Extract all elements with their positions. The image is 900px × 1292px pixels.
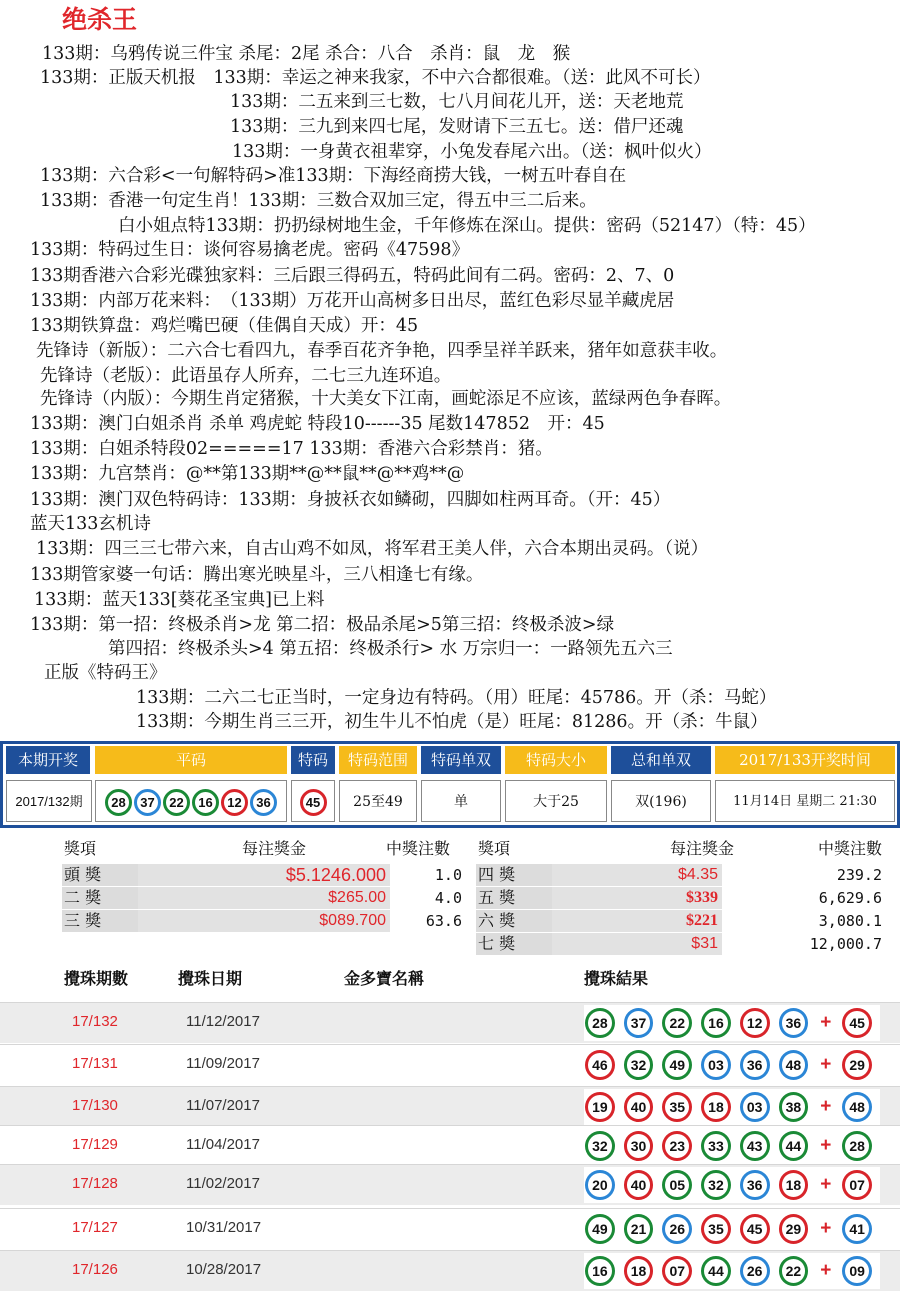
prize-name: 六 獎 <box>476 910 552 932</box>
header-current-draw: 本期开奖 <box>6 746 90 774</box>
prize-name: 頭 獎 <box>62 864 138 886</box>
history-period: 17/131 <box>72 1055 118 1072</box>
current-results-panel <box>0 741 900 828</box>
special-odd-even-value: 单 <box>421 780 501 822</box>
history-period: 17/126 <box>72 1261 118 1278</box>
lottery-ball: 16 <box>585 1256 615 1286</box>
prize-name: 五 獎 <box>476 887 552 909</box>
special-range-value: 25至49 <box>339 780 417 822</box>
lottery-ball: 30 <box>624 1131 654 1161</box>
prize-row <box>62 864 464 886</box>
lottery-ball: 12 <box>740 1008 770 1038</box>
lottery-ball: 28 <box>585 1008 615 1038</box>
special-size-value: 大于25 <box>505 780 607 822</box>
lottery-ball: 32 <box>701 1170 731 1200</box>
prize-row <box>476 887 886 909</box>
history-period: 17/129 <box>72 1136 118 1153</box>
lottery-ball: 22 <box>662 1008 692 1038</box>
lottery-ball: 32 <box>585 1131 615 1161</box>
prize-name: 七 獎 <box>476 933 552 955</box>
lottery-ball: 36 <box>250 789 277 816</box>
prediction-line: 先锋诗（老版）：此语虽存人所弃，二七三九连环追。 <box>40 366 452 386</box>
history-row <box>0 1086 900 1127</box>
prediction-line: 133期：二五来到三七数，七八月间花儿开，送：天老地荒 <box>230 92 684 112</box>
history-header-period: 攪珠期數 <box>64 969 129 988</box>
prize-row <box>476 933 886 955</box>
lottery-ball: 07 <box>662 1256 692 1286</box>
history-balls <box>584 1253 880 1289</box>
history-date: 10/31/2017 <box>186 1219 262 1236</box>
prize-name: 四 獎 <box>476 864 552 886</box>
history-period: 17/127 <box>72 1219 118 1236</box>
prediction-line: 133期管家婆一句话：腾出寒光映星斗，三八相逢七有缘。 <box>30 565 484 585</box>
lottery-ball: 44 <box>701 1256 731 1286</box>
lottery-ball: 18 <box>779 1170 809 1200</box>
history-date: 11/07/2017 <box>186 1097 260 1114</box>
prediction-line: 先锋诗（内版）：今期生肖定猪猴，十大美女下江南，画蛇添足不应该，蓝绿两色争春晖。 <box>40 389 732 409</box>
lottery-ball: 20 <box>585 1170 615 1200</box>
history-date: 11/04/2017 <box>186 1136 260 1153</box>
history-date: 11/12/2017 <box>186 1013 260 1030</box>
lottery-ball: 28 <box>842 1131 872 1161</box>
header-special-number: 特码 <box>291 746 335 774</box>
lottery-ball: 45 <box>842 1008 872 1038</box>
prediction-line: 133期：香港一句定生肖！133期：三数合双加三定，得五中三二后来。 <box>40 191 597 211</box>
prediction-line: 133期：内部万花来料： （133期）万花开山高树多日出尽，蓝红色彩尽显羊藏虎居 <box>30 291 675 311</box>
prediction-line: 133期：第一招：终极杀肖>龙 第二招：极品杀尾>5第三招：终极杀波>绿 <box>30 615 615 635</box>
prediction-line: 133期：澳门白姐杀肖 杀单 鸡虎蛇 特段10------35 尾数147852 开：45 <box>30 414 605 434</box>
lottery-ball: 48 <box>779 1050 809 1080</box>
lottery-ball: 18 <box>701 1092 731 1122</box>
history-date: 11/09/2017 <box>186 1055 260 1072</box>
prediction-line: 133期：特码过生日：谈何容易擒老虎。密码《47598》 <box>30 240 470 260</box>
history-balls <box>584 1128 880 1164</box>
history-row <box>0 1250 900 1291</box>
history-date: 11/02/2017 <box>186 1175 260 1192</box>
header-special-range: 特码范围 <box>339 746 417 774</box>
history-balls <box>584 1167 880 1203</box>
plus-sign: + <box>820 1218 832 1239</box>
prediction-line: 正版《特码王》 <box>44 663 167 683</box>
lottery-ball: 09 <box>842 1256 872 1286</box>
prize-count: 12,000.7 <box>809 935 882 953</box>
header-normal-numbers: 平码 <box>95 746 287 774</box>
lottery-ball: 38 <box>779 1092 809 1122</box>
prize-header-count: 中獎注數 <box>386 839 451 858</box>
lottery-ball: 48 <box>842 1092 872 1122</box>
lottery-ball: 18 <box>624 1256 654 1286</box>
lottery-ball: 37 <box>134 789 161 816</box>
lottery-ball: 28 <box>105 789 132 816</box>
plus-sign: + <box>820 1135 832 1156</box>
lottery-ball: 26 <box>662 1214 692 1244</box>
lottery-ball: 35 <box>662 1092 692 1122</box>
history-period: 17/132 <box>72 1013 118 1030</box>
lottery-ball: 05 <box>662 1170 692 1200</box>
lottery-ball: 40 <box>624 1170 654 1200</box>
prize-name: 三 獎 <box>62 910 138 932</box>
prize-row <box>476 864 886 886</box>
plus-sign: + <box>820 1260 832 1281</box>
lottery-ball: 49 <box>585 1214 615 1244</box>
lottery-ball: 12 <box>221 789 248 816</box>
plus-sign: + <box>820 1174 832 1195</box>
lottery-ball: 29 <box>779 1214 809 1244</box>
lottery-ball: 41 <box>842 1214 872 1244</box>
prize-count: 1.0 <box>434 866 462 884</box>
lottery-ball: 36 <box>740 1170 770 1200</box>
lottery-ball: 35 <box>701 1214 731 1244</box>
history-header-date: 攪珠日期 <box>178 969 243 988</box>
lottery-ball: 33 <box>701 1131 731 1161</box>
lottery-ball: 44 <box>779 1131 809 1161</box>
prize-header-name: 獎項 <box>64 839 97 858</box>
lottery-ball: 22 <box>163 789 190 816</box>
history-row <box>0 1044 900 1085</box>
prediction-line: 133期：六合彩<一句解特码>准133期：下海经商捞大钱，一树五叶春自在 <box>40 166 627 186</box>
history-period: 17/128 <box>72 1175 118 1192</box>
prize-count: 63.6 <box>425 912 462 930</box>
plus-sign: + <box>820 1096 832 1117</box>
header-special-odd-even: 特码单双 <box>421 746 501 774</box>
plus-sign: + <box>820 1012 832 1033</box>
prize-header-count-right: 中獎注數 <box>818 839 883 858</box>
history-balls <box>584 1089 880 1125</box>
lottery-ball: 16 <box>701 1008 731 1038</box>
prize-header-name-right: 獎項 <box>478 839 511 858</box>
history-header-name: 金多寶名稱 <box>344 969 425 988</box>
header-next-draw-time: 2017/133开奖时间 <box>715 746 895 774</box>
prediction-line: 133期香港六合彩光碟独家料：三后跟三得码五，特码此间有二码。密码：2、7、0 <box>30 266 675 286</box>
prediction-line: 133期：一身黄衣祖辈穿，小兔发春尾六出。（送：枫叶似火） <box>232 142 712 162</box>
normal-balls <box>95 780 287 822</box>
header-special-size: 特码大小 <box>505 746 607 774</box>
prize-amount: $089.700 <box>138 910 390 932</box>
prediction-line: 先锋诗（新版）：二六合七看四九，春季百花齐争艳，四季呈祥羊跃来，猪年如意获丰收。 <box>36 341 728 361</box>
prize-count: 239.2 <box>836 866 882 884</box>
lottery-ball: 32 <box>624 1050 654 1080</box>
prediction-line: 133期：二六二七正当时，一定身边有特码。（用）旺尾：45786。开（杀：马蛇） <box>136 688 777 708</box>
prize-name: 二 獎 <box>62 887 138 909</box>
lottery-ball: 07 <box>842 1170 872 1200</box>
history-row <box>0 1164 900 1205</box>
lottery-ball: 29 <box>842 1050 872 1080</box>
prize-amount: $31 <box>552 933 722 955</box>
prize-row <box>62 910 464 932</box>
sum-odd-even-value: 双(196) <box>611 780 711 822</box>
lottery-ball: 26 <box>740 1256 770 1286</box>
prize-count: 4.0 <box>434 889 462 907</box>
prize-header-amount-right: 每注獎金 <box>670 839 735 858</box>
prediction-line: 133期铁算盘：鸡烂嘴巴硬（佳偶自天成）开：45 <box>30 316 419 336</box>
lottery-ball: 49 <box>662 1050 692 1080</box>
lottery-ball: 40 <box>624 1092 654 1122</box>
lottery-ball: 21 <box>624 1214 654 1244</box>
history-date: 10/28/2017 <box>186 1261 262 1278</box>
page-title: 绝杀王 <box>62 5 138 34</box>
prediction-line: 133期：正版天机报 133期：幸运之神来我家，不中六合都很难。（送：此风不可长） <box>40 68 711 88</box>
special-ball <box>291 780 335 822</box>
header-sum-odd-even: 总和单双 <box>611 746 711 774</box>
prize-amount: $4.35 <box>552 864 722 886</box>
history-row <box>0 1002 900 1043</box>
lottery-ball: 22 <box>779 1256 809 1286</box>
lottery-ball: 16 <box>192 789 219 816</box>
history-row <box>0 1208 900 1249</box>
prize-amount: $5.1246.000 <box>138 864 390 886</box>
lottery-ball: 19 <box>585 1092 615 1122</box>
prediction-line: 133期：蓝天133[葵花圣宝典]已上料 <box>34 590 325 610</box>
prize-header-amount: 每注獎金 <box>242 839 307 858</box>
history-balls <box>584 1047 880 1083</box>
lottery-ball: 37 <box>624 1008 654 1038</box>
history-period: 17/130 <box>72 1097 118 1114</box>
history-balls <box>584 1005 880 1041</box>
lottery-ball: 36 <box>740 1050 770 1080</box>
prediction-line: 133期：四三三七带六来，自古山鸡不如凤，将军君王美人伴，六合本期出灵码。（说） <box>36 539 709 559</box>
history-row <box>0 1125 900 1166</box>
prediction-line: 蓝天133玄机诗 <box>30 514 151 534</box>
prediction-line: 133期：九宫禁肖：@**第133期**@**鼠**@**鸡**@ <box>30 464 465 484</box>
lottery-ball: 23 <box>662 1131 692 1161</box>
history-balls <box>584 1211 880 1247</box>
prediction-line: 133期：乌鸦传说三件宝 杀尾：2尾 杀合：八合 杀肖：鼠 龙 猴 <box>42 44 571 64</box>
lottery-ball: 45 <box>300 789 327 816</box>
prize-row <box>476 910 886 932</box>
prize-amount: $265.00 <box>138 887 390 909</box>
prize-amount: $221 <box>552 910 722 932</box>
current-period: 2017/132期 <box>6 780 92 822</box>
prediction-line: 第四招：终极杀头>4 第五招：终极杀行> 水 万宗归一：一路领先五六三 <box>108 639 673 659</box>
lottery-ball: 43 <box>740 1131 770 1161</box>
lottery-ball: 45 <box>740 1214 770 1244</box>
prediction-line: 133期：澳门双色特码诗：133期：身披袄衣如鳞砌，四脚如柱两耳奇。（开：45） <box>30 490 671 510</box>
lottery-ball: 46 <box>585 1050 615 1080</box>
prize-count: 3,080.1 <box>818 912 882 930</box>
lottery-ball: 36 <box>779 1008 809 1038</box>
lottery-ball: 03 <box>701 1050 731 1080</box>
plus-sign: + <box>820 1054 832 1075</box>
prize-row <box>62 887 464 909</box>
prediction-line: 133期：今期生肖三三开，初生牛儿不怕虎（是）旺尾：81286。开（杀：牛鼠） <box>136 712 768 732</box>
prediction-line: 133期：三九到来四七尾，发财请下三五七。送：借尸还魂 <box>230 117 684 137</box>
prize-amount: $339 <box>552 887 722 909</box>
prediction-line: 133期：白姐杀特段02=====17 133期：香港六合彩禁肖：猪。 <box>30 439 553 459</box>
next-draw-time-value: 11月14日 星期二 21:30 <box>715 780 895 822</box>
lottery-ball: 03 <box>740 1092 770 1122</box>
history-header-result: 攪珠結果 <box>584 969 649 988</box>
prediction-line: 白小姐点特133期：扔扔绿树地生金，千年修炼在深山。提供：密码（52147）（特：45） <box>118 216 816 236</box>
prize-count: 6,629.6 <box>818 889 882 907</box>
